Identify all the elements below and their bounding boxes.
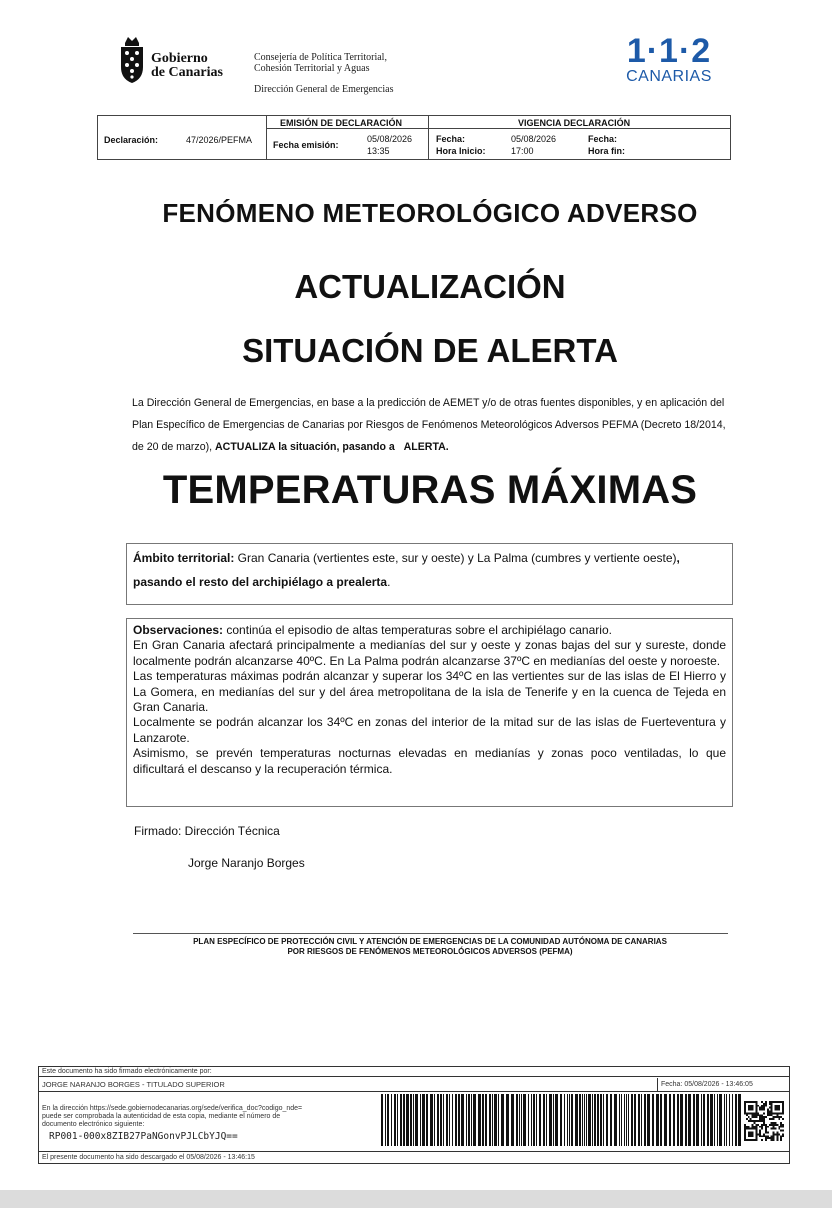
intro-text: La Dirección General de Emergencias, en base a la predicción de AEMET y/o de otras fuentes disponibles, y en aplicación del Plan Específico de Emergencias de Canarias por Riesgos de Fenómenos Meteorológicos Adversos PEFMA (Decreto 18/2014, de 20 de marzo), — [132, 397, 726, 453]
hora-fin-label: Hora fin: — [588, 146, 625, 156]
observaciones-p1 — [133, 623, 726, 638]
observaciones-p1-text: continúa el episodio de altas temperaturas sobre el archipiélago canario. — [223, 623, 612, 637]
codigo-verificacion: RP001-000x8ZIB27PaNGonvPJLCbYJQ== — [49, 1131, 238, 1142]
plan-divider — [133, 933, 728, 934]
declaracion-label: Declaración: — [104, 135, 159, 145]
hora-inicio-label: Hora Inicio: — [436, 146, 486, 156]
ambito-label: Ámbito territorial: — [133, 551, 235, 565]
title-fenomeno: FENÓMENO METEOROLÓGICO ADVERSO — [162, 198, 698, 228]
barcode-icon — [381, 1094, 769, 1146]
verif-line2: puede ser comprobada la autenticidad de esta copia, mediante el número de — [42, 1113, 281, 1120]
electronic-signature-block — [38, 1066, 790, 1164]
direccion-general: Dirección General de Emergencias — [254, 84, 394, 95]
hora-inicio-value: 17:00 — [511, 146, 534, 156]
ambito-text2: , pasando el resto del archipiélago a — [133, 551, 680, 589]
verif-line1: En la dirección https://sede.gobiernodecanarias.org/sede/verifica_doc?codigo_nde= — [42, 1105, 303, 1112]
qr-code-icon — [744, 1101, 784, 1141]
logo-112-canarias — [624, 34, 714, 86]
plan-line1: PLAN ESPECÍFICO DE PROTECCIÓN CIVIL Y ATENCIÓN DE EMERGENCIAS DE LA COMUNIDAD AUTÓNOMA DE CANARIAS — [193, 937, 667, 946]
logo-112-number: 1·1·2 — [626, 32, 712, 70]
gobierno-line1: Gobierno — [151, 51, 208, 66]
observaciones-p5: Asimismo, se prevén temperaturas nocturnas elevadas en medianías y zonas poco ventiladas, lo que dificultará el descanso y la recuperación térmica. — [133, 746, 726, 776]
logo-112-sub: CANARIAS — [626, 68, 712, 85]
observaciones-p2: En Gran Canaria afectará principalmente a medianías del sur y oeste y zonas bajas del sur y sureste, donde localmente podrán alcanzarse 40ºC. En La Palma podrán alcanzarse 37ºC en medianías del oeste y noroeste. — [133, 638, 726, 668]
title-temperaturas-maximas: TEMPERATURAS MÁXIMAS — [162, 468, 698, 512]
declaration-table — [97, 115, 731, 160]
observaciones-p4: Localmente se podrán alcanzar los 34ºC en zonas del interior de la mitad sur de las islas de Fuerteventura y Lanzarote. — [133, 715, 726, 745]
gobierno-line2: de Canarias — [151, 65, 223, 80]
fecha-firma: Fecha: 05/08/2026 - 13:46:05 — [657, 1078, 789, 1092]
vigencia-header: VIGENCIA DECLARACIÓN — [518, 118, 631, 128]
fecha-fin-label: Fecha: — [588, 134, 618, 144]
observaciones-p3: Las temperaturas máximas podrán alcanzar y superar los 34ºC en las vertientes sur de las islas de El Hierro y La Gomera, en medianías del sur y del área metropolitana de la isla de Tenerife y en la cuenca de Tejeda en Gran Canaria. — [133, 669, 726, 715]
gobierno-canarias-coat-of-arms-icon — [117, 33, 147, 85]
ambito-territorial-box — [126, 543, 733, 605]
declaracion-value: 47/2026/PEFMA — [186, 135, 253, 145]
plan-line2: POR RIESGOS DE FENÓMENOS METEOROLÓGICOS ADVERSOS (PEFMA) — [287, 947, 573, 956]
ambito-text: Gran Canaria (vertientes este, sur y oeste) y La Palma (cumbres y vertiente oeste) — [234, 551, 677, 565]
emision-header: EMISIÓN DE DECLARACIÓN — [280, 118, 403, 128]
fecha-emision-date: 05/08/2026 — [367, 134, 413, 144]
intro-paragraph — [132, 392, 732, 458]
observaciones-label: Observaciones: — [133, 623, 224, 637]
fecha-value: 05/08/2026 — [511, 134, 557, 144]
fecha-emision-label: Fecha emisión: — [273, 140, 339, 150]
ambito-prealerta: prealerta — [336, 575, 388, 589]
consejeria-line1: Consejería de Política Territorial, — [254, 52, 387, 63]
title-situacion-alerta: SITUACIÓN DE ALERTA — [242, 332, 618, 369]
firmado-direccion-tecnica: Firmado: Dirección Técnica — [134, 824, 280, 838]
observaciones-box — [126, 618, 733, 807]
consejeria — [254, 52, 387, 74]
fecha-label: Fecha: — [436, 134, 466, 144]
intro-bold-alerta: ALERTA. — [403, 441, 449, 453]
fecha-emision-time: 13:35 — [367, 146, 390, 156]
firmante-text: JORGE NARANJO BORGES - TITULADO SUPERIOR — [42, 1080, 225, 1089]
gobierno-name — [151, 52, 223, 80]
descargado-text: El presente documento ha sido descargado el 05/08/2026 - 13:46:15 — [42, 1154, 255, 1161]
bottom-band — [0, 1190, 832, 1208]
verif-line3: documento electrónico siguiente: — [42, 1121, 145, 1128]
title-actualizacion: ACTUALIZACIÓN — [294, 268, 566, 305]
firmado-por-text: Este documento ha sido firmado electrónicamente por: — [42, 1068, 212, 1075]
consejeria-line2: Cohesión Territorial y Aguas — [254, 63, 370, 74]
firmante-nombre: Jorge Naranjo Borges — [188, 856, 305, 870]
intro-bold-actualiza: ACTUALIZA la situación, pasando a — [215, 441, 395, 453]
plan-especifico-footer — [120, 937, 740, 957]
verificacion-text — [42, 1105, 302, 1129]
ambito-end: . — [387, 575, 391, 589]
